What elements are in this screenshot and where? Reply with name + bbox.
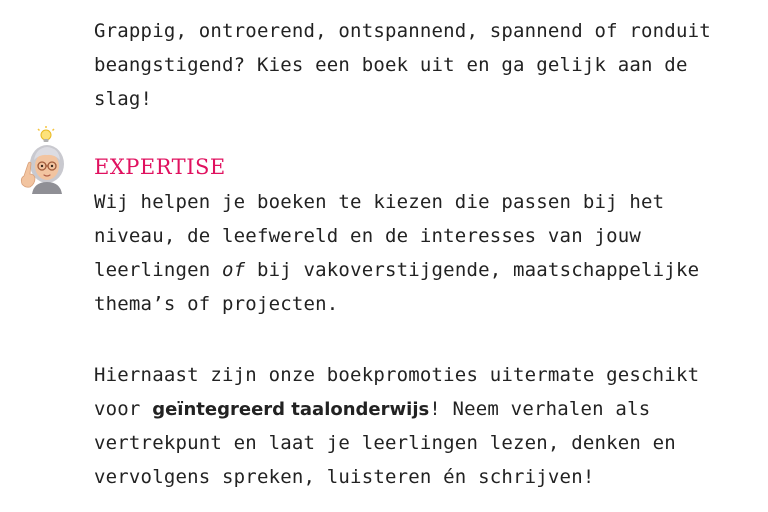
paragraph-line: thema’s of projecten.	[94, 293, 339, 315]
emphasis-or: of	[222, 259, 246, 281]
integrated-language-paragraph	[94, 358, 754, 494]
intro-line: Grappig, ontroerend, ontspannend, spannend of ronduit	[94, 20, 711, 42]
text-fragment: leerlingen	[94, 259, 223, 281]
paragraph-line	[94, 392, 754, 426]
text-fragment: bij vakoverstijgende, maatschappelijke	[245, 259, 700, 281]
intro-line: beangstigend? Kies een boek uit en ga gelijk aan de	[94, 54, 688, 76]
thinking-person-icon	[14, 124, 78, 194]
paragraph-line	[94, 253, 754, 287]
paragraph-line: vervolgens spreken, luisteren én schrijven!	[94, 466, 595, 488]
intro-line: slag!	[94, 88, 153, 110]
expertise-paragraph	[94, 185, 754, 321]
lightbulb-icon	[38, 126, 54, 142]
text-fragment: ! Neem verhalen als	[429, 398, 651, 420]
expertise-heading: EXPERTISE	[94, 155, 226, 179]
bold-integrated-language: geïntegreerd taalonderwijs	[152, 399, 430, 420]
paragraph-line: Wij helpen je boeken te kiezen die passen bij het	[94, 191, 665, 213]
paragraph-line: niveau, de leefwereld en de interesses van jouw	[94, 225, 642, 247]
intro-paragraph	[94, 14, 754, 116]
text-fragment: voor	[94, 398, 153, 420]
paragraph-line: Hiernaast zijn onze boekpromoties uitermate geschikt	[94, 364, 700, 386]
paragraph-line: vertrekpunt en laat je leerlingen lezen, denken en	[94, 432, 676, 454]
